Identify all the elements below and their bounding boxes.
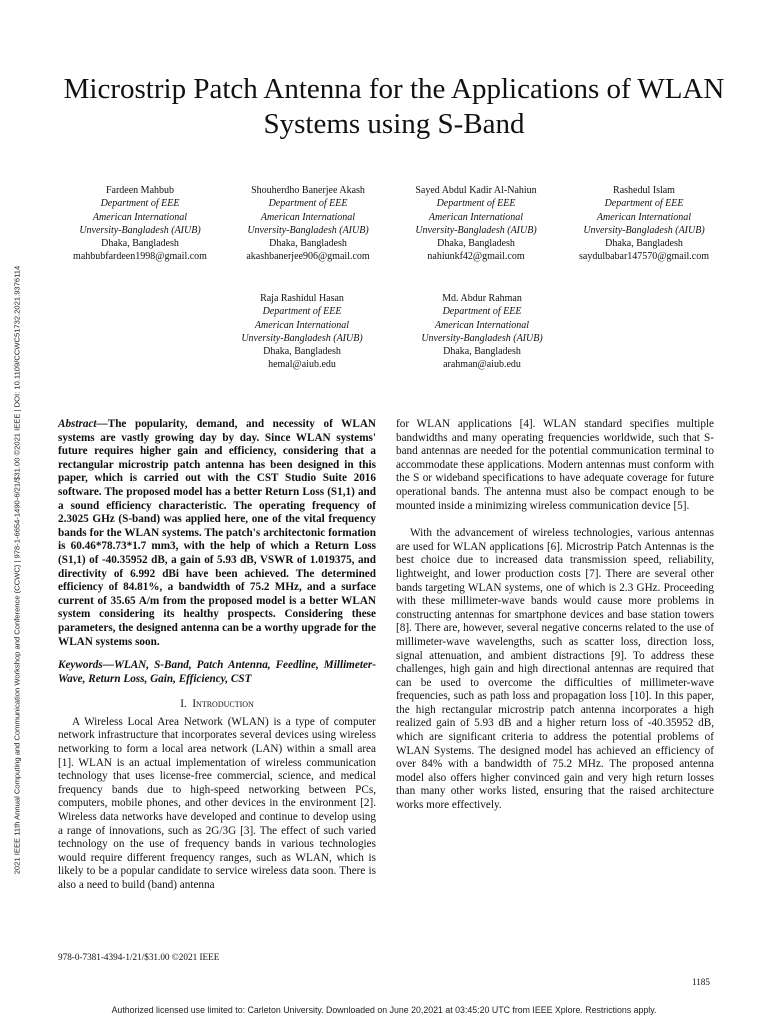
author-city: Dhaka, Bangladesh — [437, 238, 515, 250]
left-column — [58, 418, 376, 893]
author-block — [562, 184, 726, 264]
author-org: Unversity-Bangladesh (AIUB) — [415, 224, 537, 236]
author-org: American International — [434, 319, 530, 331]
doi-side-strip — [10, 180, 24, 960]
author-dept: Department of EEE — [262, 306, 342, 318]
author-block — [220, 292, 384, 372]
author-org: American International — [92, 211, 188, 223]
abstract-text: The popularity, demand, and necessity of WLAN systems are vastly growing day by day. Since WLAN systems' future requires higher gain and efficiency, considering that a rectangular microstrip patch antenna has been designed in this paper, which is carried out with the CST Studio Suite 2016 software. The proposed model has a better Return Loss (S1,1) and a sound efficiency characteristic. The operating frequency of 2.3025 GHz (S-band) was applied here, one of the vital frequency bands for the WLAN systems. The patch's architectonic formation is 60.46*78.73*1.7 mm3, with the help of which a Return Loss (S1,1) of -40.35952 dB, a gain of 5.93 dB, VSWR of 1.019375, and directivity of 6.992 dBi have been achieved. The determined efficiency of 84.81%, a bandwidth of 75.2 MHz, and a surface current of 35.65 A/m from the proposed model is a better WLAN system considering its healthy prospects. Considering these parameters, the designed antenna can be a worthy upgrade for the WLAN systems soon. — [58, 418, 376, 648]
author-org: American International — [428, 211, 524, 223]
author-org: Unversity-Bangladesh (AIUB) — [583, 224, 705, 236]
author-org: Unversity-Bangladesh (AIUB) — [79, 224, 201, 236]
author-email: mahbubfardeen1998@gmail.com — [73, 251, 207, 263]
author-org: American International — [254, 319, 350, 331]
page-number: 1185 — [691, 977, 710, 987]
author-email: saydulbabar147570@gmail.com — [578, 251, 709, 263]
author-dept: Department of EEE — [268, 198, 348, 210]
author-email: nahiunkf42@gmail.com — [427, 251, 525, 263]
author-city: Dhaka, Bangladesh — [605, 238, 683, 250]
copyright-line: 978-0-7381-4394-1/21/$31.00 ©2021 IEEE — [58, 952, 220, 962]
author-name: Raja Rashidul Hasan — [260, 293, 344, 304]
author-block — [58, 184, 222, 264]
section-title: Introduction — [192, 698, 254, 711]
authorized-use-notice: Authorized licensed use limited to: Carleton University. Downloaded on June 20,2021 at 03:45:20 UTC from IEEE Xplore. Restrictions apply. — [111, 1005, 657, 1015]
authors-row-2 — [58, 292, 726, 372]
author-name: Sayed Abdul Kadir Al-Nahiun — [415, 185, 537, 196]
author-block — [394, 184, 558, 264]
right-column — [396, 418, 714, 813]
author-email: akashbanerjee906@gmail.com — [246, 251, 370, 263]
section-heading — [58, 698, 376, 712]
author-org: American International — [596, 211, 692, 223]
author-dept: Department of EEE — [436, 198, 516, 210]
author-block — [400, 292, 564, 372]
author-dept: Department of EEE — [604, 198, 684, 210]
author-dept: Department of EEE — [442, 306, 522, 318]
author-name: Md. Abdur Rahman — [442, 293, 522, 304]
author-org: Unversity-Bangladesh (AIUB) — [241, 332, 363, 344]
author-name: Shouherdho Banerjee Akash — [251, 185, 365, 196]
author-name: Fardeen Mahbub — [105, 185, 175, 196]
author-block — [226, 184, 390, 264]
author-city: Dhaka, Bangladesh — [101, 238, 179, 250]
author-dept: Department of EEE — [100, 198, 180, 210]
authors-row-1 — [58, 184, 726, 264]
keywords: Keywords—WLAN, S-Band, Patch Antenna, Feedline, Millimeter-Wave, Return Loss, Gain, Efficiency, CST — [58, 659, 376, 685]
body-paragraph: for WLAN applications [4]. WLAN standard specifies multiple bandwidths and many operating frequencies worldwide, such that S-band antennas are needed for the potential communication terminal to accommodate these applications. Modern antennas must conform with the S or wideband specifications to have adequate coverage for future operational bands. The antenna must also be compact enough to be mounted inside a minimizing wireless communication device [5]. — [396, 418, 714, 512]
body-paragraph: With the advancement of wireless technologies, various antennas are used for WLAN applications [6]. Microstrip Patch Antennas is the best choice due to increased data transmission speed, reliability, lightweight, and lower production costs [7]. There are several other bands targeting WLAN systems, one of which is 2.3 GHz. Proceeding with these millimeter-wave bands would cause more problems in constructing antennas for smartphone devices and base station towers [8]. There are, however, several negative concerns related to the use of millimeter-wave wavelengths, such as scatter loss, direction loss, signal attenuation, and ambient distractions [9]. To address these challenges, high gain and high directional antennas are required that can be used to overcome the difficulties of millimeter-wave frequencies, such as path loss and propagation loss [10]. In this paper, the high rectangular microstrip patch antenna incorporates a high realized gain of 5.93 dB and a higher return loss of -40.35952 dB, which are significant criteria to address the potential problems of WLAN Systems. The designed model has achieved an efficiency of over 84% with a bandwidth of 75.2 MHz. The proposed antenna model also offers higher convinced gain and very high return losses than many other works listed, ensuring that the raised architecture works more effectively. — [396, 527, 714, 812]
intro-paragraph: A Wireless Local Area Network (WLAN) is a type of computer network infrastructure that incorporates several devices using wireless networking to form a local area network (LAN) within a small area [1]. WLAN is an actual implementation of wireless communication technology that uses license-free commercial, science, and medical frequency bands due to high-speed networking between PCs, computers, mobile phones, and other devices in the environment [2]. Wireless data networks have developed and continue to develop using a range of innovations, such as 2G/3G [3]. The effect of such varied technology on the use of frequency bands in various technologies would require different frequency ranges, such as WLAN, which is likely to be a popular candidate to service wireless data soon. There is also a need to build (band) antenna — [58, 715, 376, 891]
author-org: Unversity-Bangladesh (AIUB) — [421, 332, 543, 344]
author-name: Rashedul Islam — [613, 185, 675, 196]
author-city: Dhaka, Bangladesh — [263, 346, 341, 358]
paper-title: Microstrip Patch Antenna for the Applications of WLAN Systems using S-Band — [63, 73, 725, 140]
author-email: arahman@aiub.edu — [443, 359, 521, 371]
author-city: Dhaka, Bangladesh — [443, 346, 521, 358]
abstract — [58, 418, 376, 649]
author-org: American International — [260, 211, 356, 223]
section-number: I. — [180, 698, 187, 711]
author-org: Unversity-Bangladesh (AIUB) — [247, 224, 369, 236]
doi-side-text: 2021 IEEE 11th Annual Computing and Communication Workshop and Conference (CCWC) | 978-1-6654-1490-6/21/$31.00 ©2021 IEEE | DOI: 10.1109/CCWC51732.2021.9376114 — [12, 265, 22, 875]
author-city: Dhaka, Bangladesh — [269, 238, 347, 250]
abstract-lead: Abstract— — [58, 418, 108, 430]
author-email: hemal@aiub.edu — [268, 359, 336, 371]
